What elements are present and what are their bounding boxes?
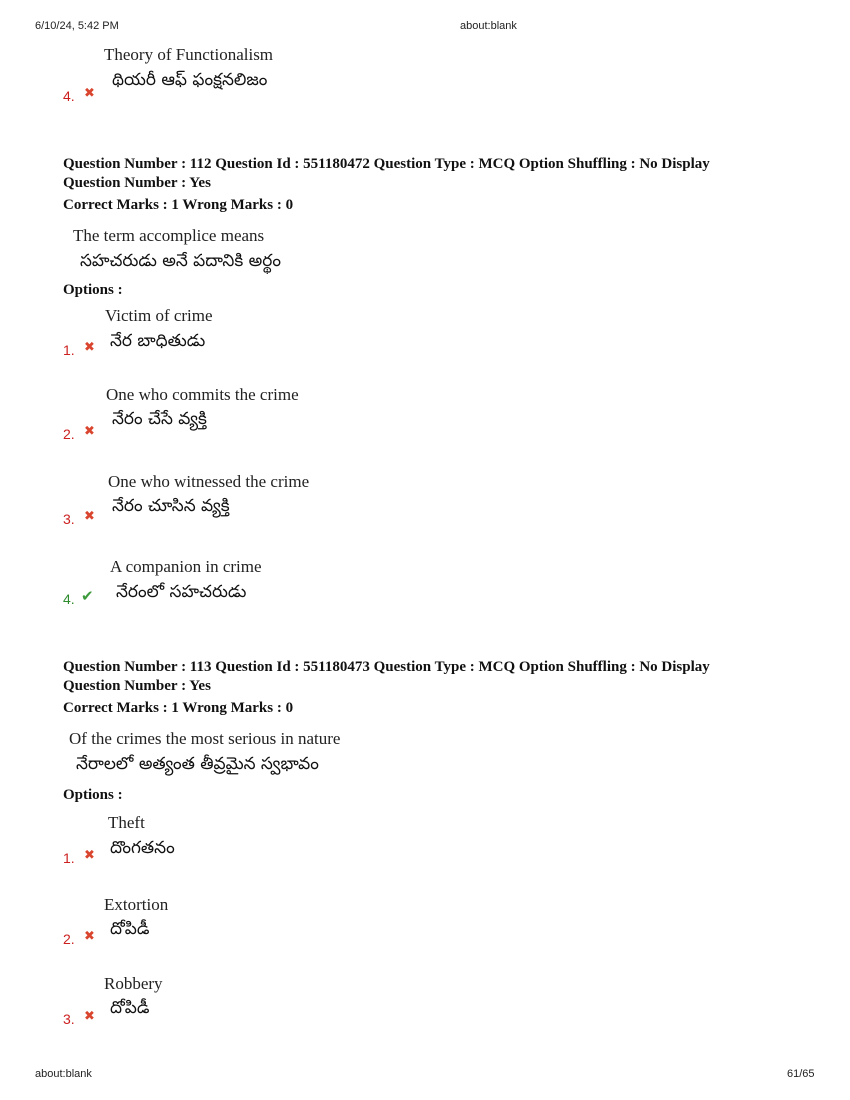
prev-option-4-english: Theory of Functionalism	[104, 45, 274, 64]
prev-option-4-telugu: థియరీ ఆఫ్ ఫంక్షనలిజం	[112, 70, 268, 90]
page-counter: 61/65	[787, 1068, 815, 1080]
q113-option-1-number: 1.	[63, 850, 75, 866]
q112-meta-line1: Question Number : 112 Question Id : 551180472 Question Type : MCQ Option Shuffling : No Display	[63, 156, 710, 172]
q113-option-2-telugu: దోపిడీ	[110, 919, 150, 939]
q112-option-2-english: One who commits the crime	[106, 385, 299, 404]
q112-options-label: Options :	[63, 282, 123, 298]
cross-icon: ✖	[84, 848, 95, 863]
q112-marks: Correct Marks : 1 Wrong Marks : 0	[63, 197, 294, 213]
q112-question-english: The term accomplice means	[73, 226, 265, 245]
q113-meta-line2: Question Number : Yes	[63, 678, 211, 694]
q113-meta-line1: Question Number : 113 Question Id : 551180473 Question Type : MCQ Option Shuffling : No Display	[63, 659, 710, 675]
q113-option-3-number: 3.	[63, 1011, 75, 1027]
q112-option-1-number: 1.	[63, 342, 75, 358]
q112-option-3-english: One who witnessed the crime	[108, 472, 310, 491]
print-datetime: 6/10/24, 5:42 PM	[35, 20, 119, 32]
q113-option-2-english: Extortion	[104, 895, 169, 914]
cross-icon: ✖	[84, 509, 95, 524]
q112-option-3-number: 3.	[63, 511, 75, 527]
q112-option-2-number: 2.	[63, 426, 75, 442]
q112-option-4-telugu: నేరంలో సహచరుడు	[116, 582, 247, 602]
cross-icon: ✖	[84, 340, 95, 355]
q112-meta-line2: Question Number : Yes	[63, 175, 211, 191]
q113-options-label: Options :	[63, 787, 123, 803]
cross-icon: ✖	[84, 1009, 95, 1024]
q112-option-4-number: 4.	[63, 591, 75, 607]
prev-option-4-number: 4.	[63, 88, 75, 104]
cross-icon: ✖	[84, 86, 95, 101]
q112-option-3-telugu: నేరం చూసిన వ్యక్తి	[112, 496, 230, 516]
cross-icon: ✖	[84, 929, 95, 944]
q112-option-4-english: A companion in crime	[110, 557, 262, 576]
q113-marks: Correct Marks : 1 Wrong Marks : 0	[63, 700, 294, 716]
q112-option-1-telugu: నేర బాధితుడు	[110, 331, 206, 351]
q113-option-1-telugu: దొంగతనం	[110, 838, 175, 858]
check-icon: ✔	[81, 587, 94, 605]
q113-option-2-number: 2.	[63, 931, 75, 947]
q113-question-telugu: నేరాలలో అత్యంత తీవ్రమైన స్వభావం	[76, 754, 319, 774]
print-page-title: about:blank	[460, 20, 517, 32]
q112-option-1-english: Victim of crime	[105, 306, 213, 325]
print-footer-url: about:blank	[35, 1068, 92, 1080]
cross-icon: ✖	[84, 424, 95, 439]
q113-option-3-english: Robbery	[104, 974, 163, 993]
q112-question-telugu: సహచరుడు అనే పదానికి అర్థం	[80, 251, 281, 271]
q113-option-1-english: Theft	[108, 813, 145, 832]
q113-question-english: Of the crimes the most serious in nature	[69, 729, 341, 748]
q113-option-3-telugu: దోపిడీ	[110, 998, 150, 1018]
q112-option-2-telugu: నేరం చేసే వ్యక్తి	[112, 409, 207, 429]
